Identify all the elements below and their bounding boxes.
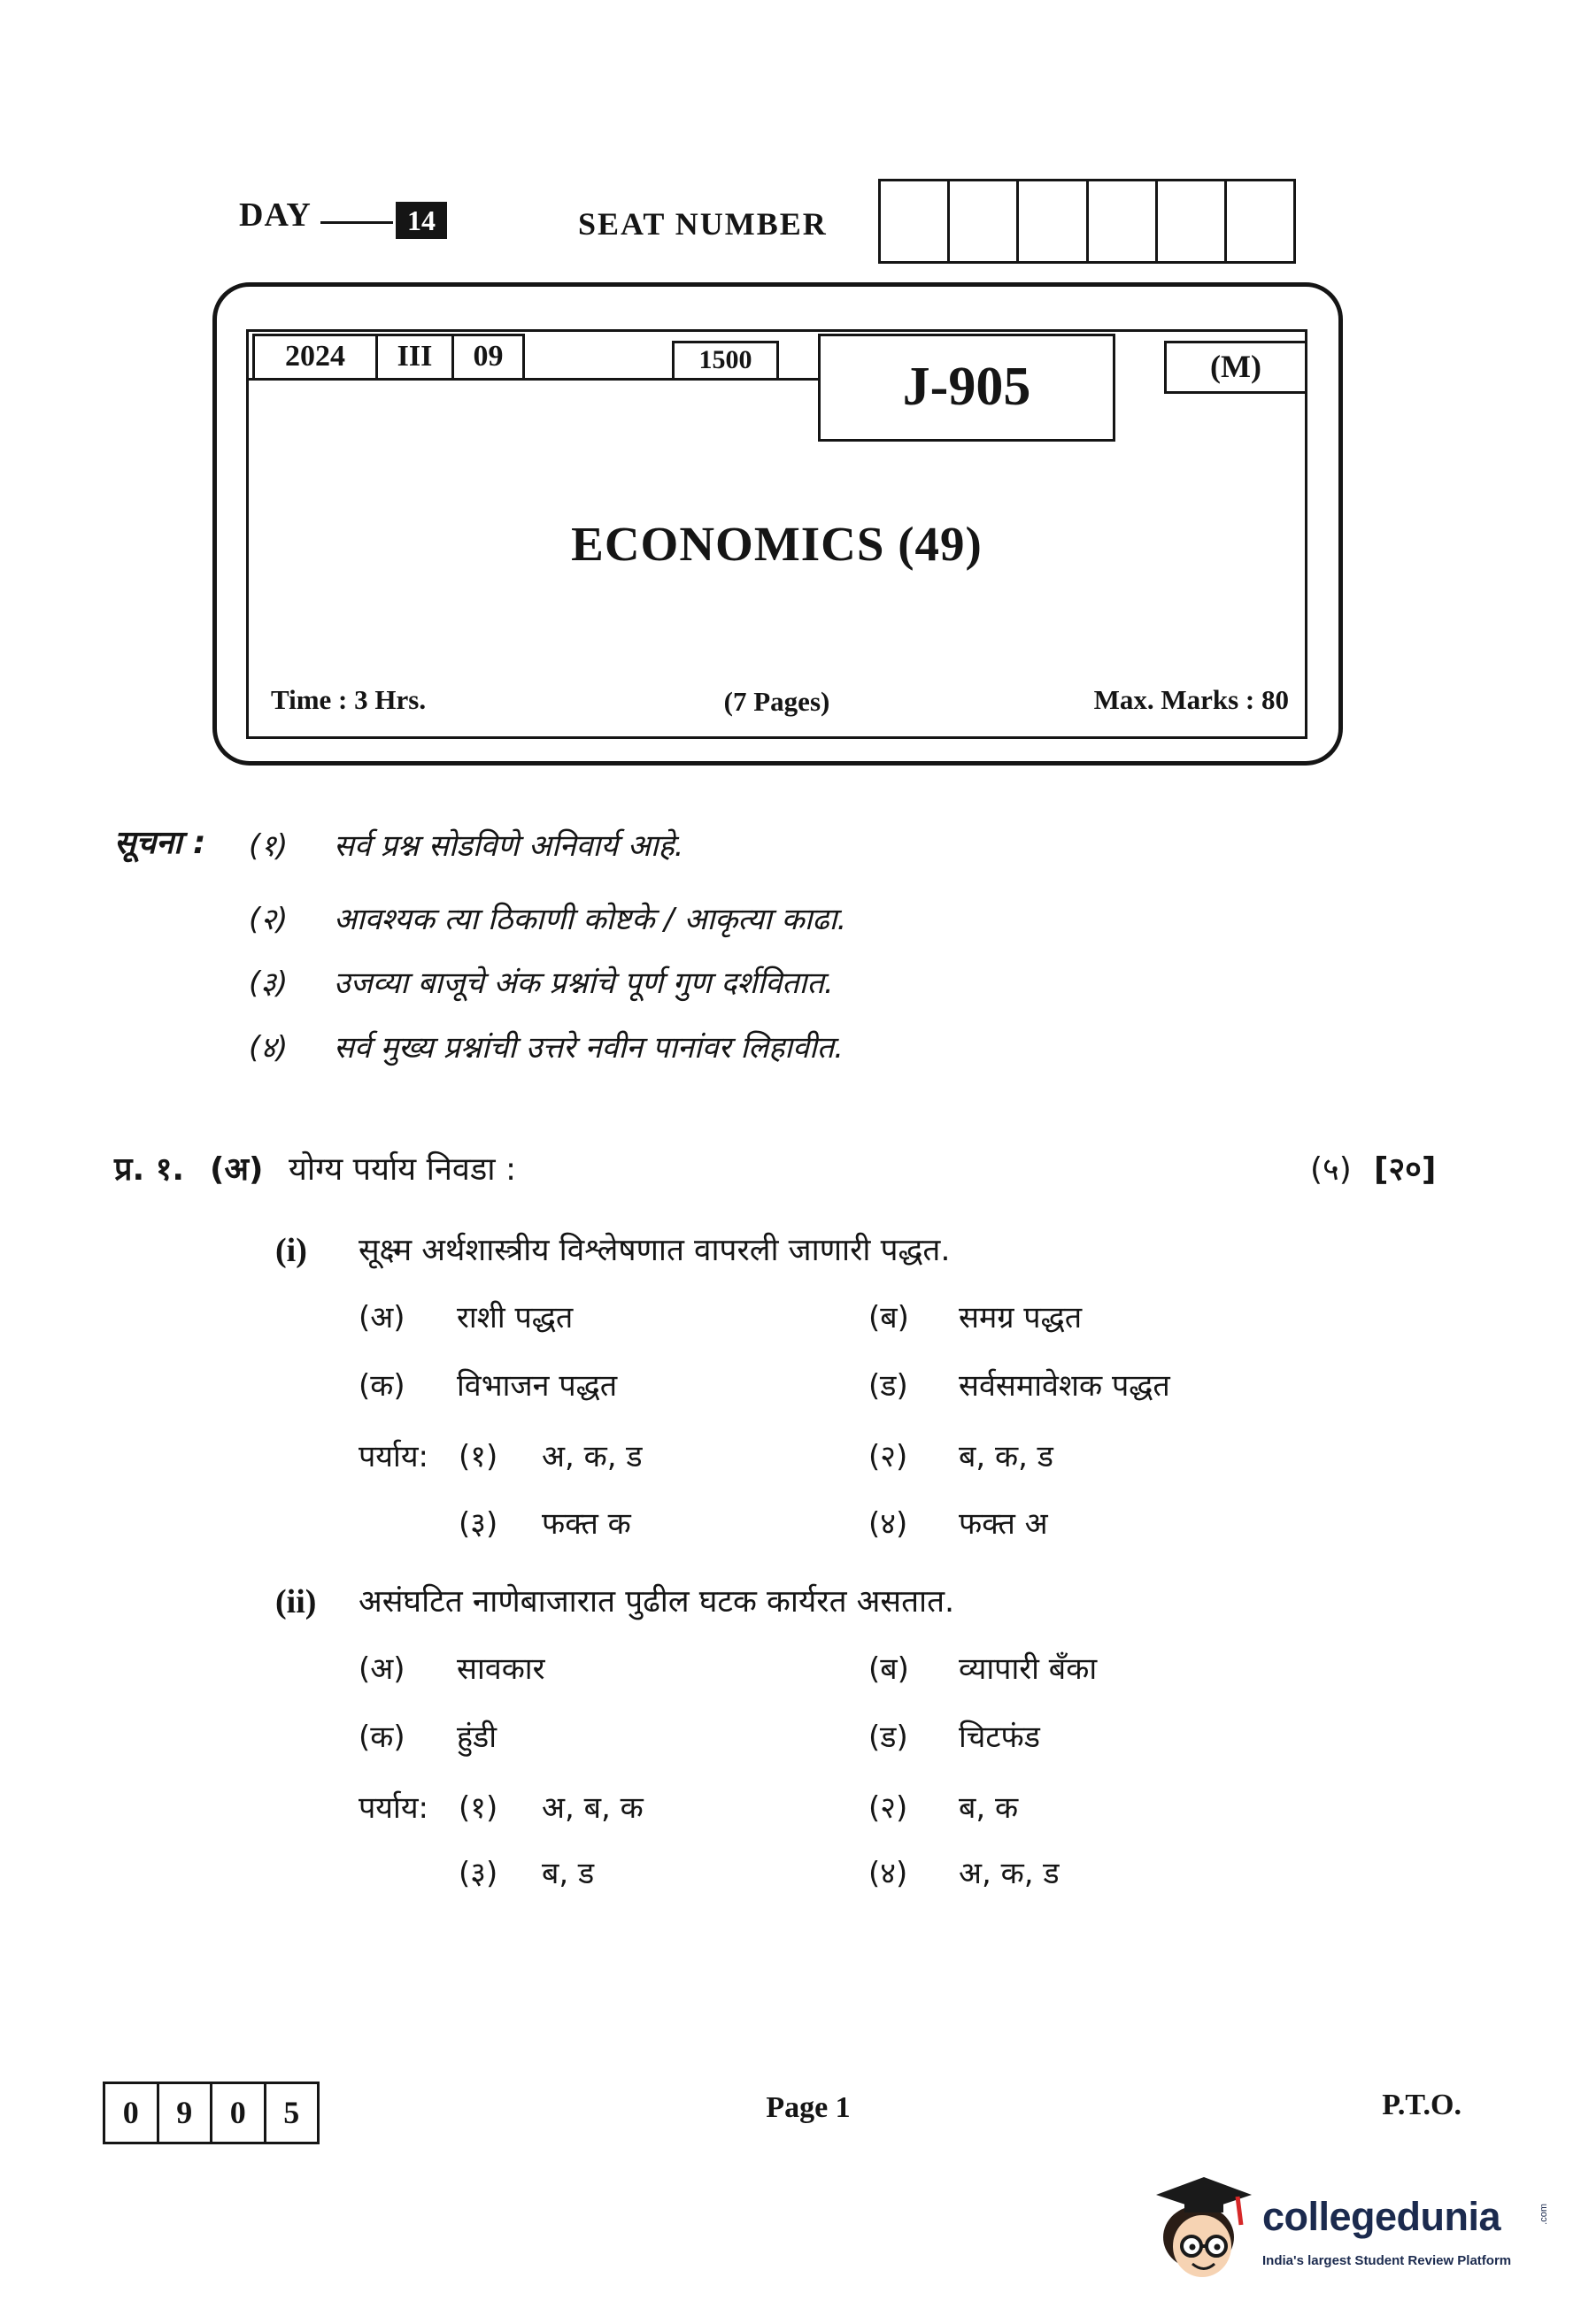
options-label: पर्याय: — [359, 1439, 429, 1474]
choice-text: हुंडी — [457, 1720, 497, 1755]
page-number: Page 1 — [766, 2091, 851, 2124]
choice-key: (अ) — [359, 1651, 405, 1687]
paper-code-digits — [103, 2082, 320, 2144]
option-text: अ, ब, क — [542, 1790, 644, 1826]
count-code: 1500 — [672, 341, 779, 381]
instruction-text: आवश्यक त्या ठिकाणी कोष्टके / आकृत्या काढा. — [334, 902, 847, 937]
day-dash-line — [320, 221, 393, 224]
choice-key: (क) — [359, 1368, 405, 1404]
question-instruction: योग्य पर्याय निवडा : — [289, 1151, 517, 1188]
paper-info-box — [246, 329, 1307, 739]
choice-text: विभाजन पद्धत — [457, 1368, 618, 1404]
choice-key: (ड) — [868, 1720, 908, 1755]
instruction-text: सर्व प्रश्न सोडविणे अनिवार्य आहे. — [334, 828, 684, 864]
session-code-boxes — [252, 334, 525, 381]
options-label: पर्याय: — [359, 1790, 429, 1826]
seat-number-cell — [1227, 181, 1293, 261]
code-digit: 9 — [159, 2084, 213, 2142]
code-digit: 0 — [212, 2084, 266, 2142]
year-code: 2024 — [255, 336, 378, 378]
option-key: (४) — [868, 1856, 908, 1891]
option-text: ब, ड — [542, 1856, 595, 1891]
instruction-text: उजव्या बाजूचे अंक प्रश्नांचे पूर्ण गुण दर्शवितात. — [334, 966, 834, 1001]
instruction-number: (४) — [249, 1030, 289, 1066]
code-digit: 0 — [105, 2084, 159, 2142]
instructions-label: सूचना : — [114, 825, 206, 861]
choice-key: (ब) — [868, 1300, 909, 1335]
sub-question-number: (i) — [275, 1232, 307, 1269]
sub-question-text: असंघटित नाणेबाजारात पुढील घटक कार्यरत असतात. — [359, 1584, 955, 1620]
graduate-mascot-icon — [1151, 2170, 1257, 2285]
max-marks: Max. Marks : 80 — [1093, 684, 1289, 715]
subject-title: ECONOMICS (49) — [571, 517, 983, 571]
month-code: III — [378, 336, 454, 378]
page-count: (7 Pages) — [723, 686, 830, 717]
option-key: (१) — [459, 1439, 498, 1474]
option-key: (२) — [868, 1439, 908, 1474]
option-text: अ, क, ड — [959, 1856, 1060, 1891]
choice-text: राशी पद्धत — [457, 1300, 574, 1335]
seat-number-cell — [950, 181, 1019, 261]
day-label: DAY — [239, 196, 312, 234]
day-code: 09 — [473, 340, 504, 373]
option-key: (३) — [459, 1506, 498, 1542]
instruction-number: (३) — [249, 966, 289, 1001]
option-text: अ, क, ड — [542, 1439, 643, 1474]
brand-tagline: India's largest Student Review Platform — [1262, 2253, 1512, 2268]
question-part: (अ) — [210, 1151, 264, 1188]
instruction-number: (२) — [249, 902, 289, 937]
please-turn-over: P.T.O. — [1382, 2089, 1461, 2121]
choice-text: सावकार — [457, 1651, 545, 1687]
time-allowed: Time : 3 Hrs. — [271, 684, 427, 715]
option-key: (४) — [868, 1506, 908, 1542]
code-digit: 5 — [283, 2095, 300, 2130]
sub-question-number: (ii) — [275, 1583, 317, 1620]
choice-key: (ब) — [868, 1651, 909, 1687]
choice-key: (क) — [359, 1720, 405, 1755]
option-key: (२) — [868, 1790, 908, 1826]
medium-code: (M) — [1164, 341, 1305, 394]
option-text: फक्त क — [542, 1506, 631, 1542]
seat-number-label: SEAT NUMBER — [578, 206, 828, 242]
day-number-box: 14 — [396, 202, 447, 239]
seat-number-cell — [1089, 181, 1158, 261]
option-text: ब, क, ड — [959, 1439, 1053, 1474]
option-text: फक्त अ — [959, 1506, 1048, 1542]
seat-number-cell — [1019, 181, 1088, 261]
choice-text: व्यापारी बँका — [959, 1651, 1098, 1687]
choice-text: समग्र पद्धत — [959, 1300, 1083, 1335]
choice-text: चिटफंड — [959, 1720, 1040, 1755]
instruction-number: (१) — [249, 828, 289, 864]
brand-name: collegedunia — [1262, 2194, 1501, 2239]
seat-number-cell — [881, 181, 950, 261]
choice-key: (अ) — [359, 1300, 405, 1335]
option-key: (३) — [459, 1856, 498, 1891]
paper-code: J-905 — [818, 334, 1115, 442]
instruction-text: सर्व मुख्य प्रश्नांची उत्तरे नवीन पानांवर लिहावीत. — [334, 1030, 844, 1066]
seat-number-cell — [1158, 181, 1227, 261]
question-number: प्र. १. — [114, 1151, 185, 1188]
option-text: ब, क — [959, 1790, 1019, 1826]
brand-suffix: .com — [1539, 2204, 1549, 2225]
choice-text: सर्वसमावेशक पद्धत — [959, 1368, 1170, 1404]
seat-number-boxes — [878, 179, 1296, 264]
option-key: (१) — [459, 1790, 498, 1826]
sub-question-text: सूक्ष्म अर्थशास्त्रीय विश्लेषणात वापरली जाणारी पद्धत. — [359, 1233, 951, 1268]
choice-key: (ड) — [868, 1368, 908, 1404]
total-marks: [२०] — [1374, 1151, 1437, 1188]
part-marks: (५) — [1310, 1151, 1352, 1188]
